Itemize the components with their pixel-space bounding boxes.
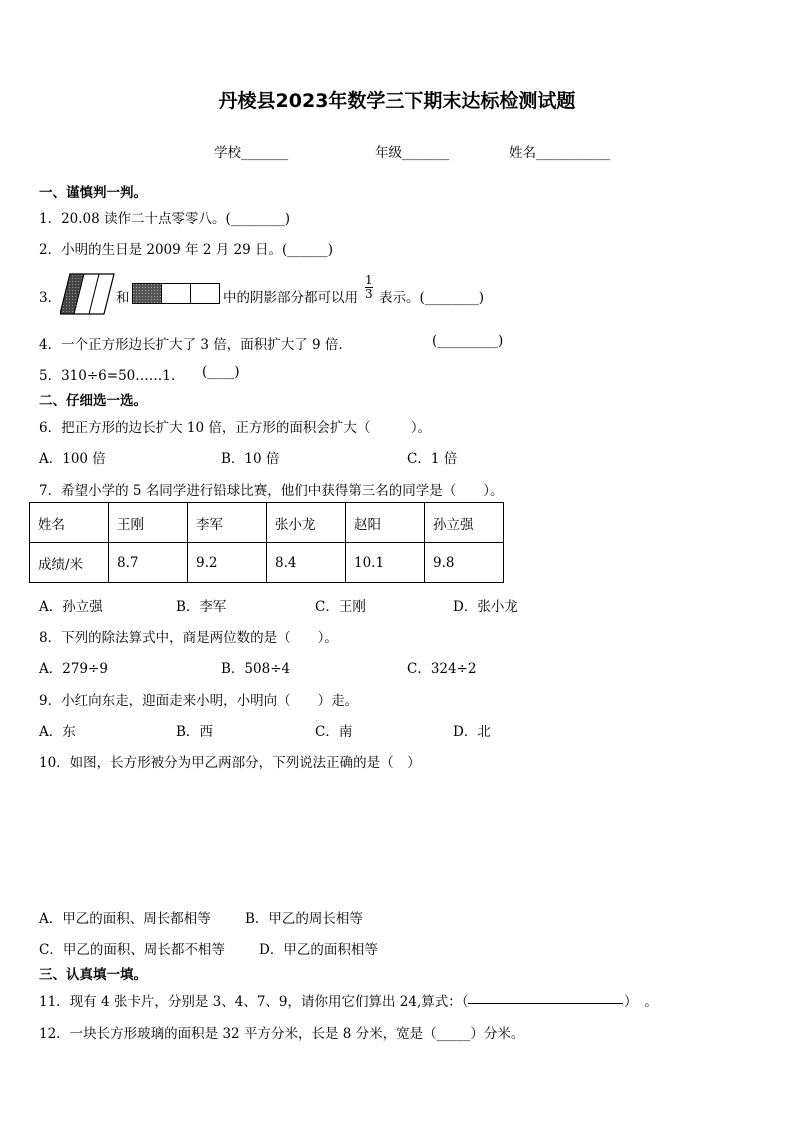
table-cell: 张小龙 [267,503,346,543]
question-10-option-a: A．甲乙的面积、周长都相等 [39,911,211,927]
one-third-fraction [365,274,373,301]
section-2-heading: 二、仔细选一选。 [39,393,147,409]
question-7-option-d: D．张小龙 [453,599,518,615]
question-6-option-b: B．10 倍 [221,451,280,467]
table-cell: 孙立强 [425,503,504,543]
question-12: 12．一块长方形玻璃的面积是 32 平方分米，长是 8 分米，宽是（_____）分米。 [39,1026,525,1042]
question-3-middle: 中的阴影部分都可以用 [223,290,358,306]
section-3-heading: 三、认真填一填。 [39,967,147,983]
question-11-end: ） 。 [624,994,658,1010]
question-8-option-b: B．508÷4 [221,661,291,677]
table-cell: 9.8 [425,543,504,583]
table-cell: 8.4 [267,543,346,583]
question-6-option-c: C．1 倍 [407,451,458,467]
question-5: 5．310÷6=50……1. [39,368,176,384]
question-8-option-a: A．279÷9 [39,661,108,677]
table-cell: 9.2 [188,543,267,583]
question-5-blank: (____) [202,364,240,380]
question-10-option-b: B．甲乙的周长相等 [245,911,363,927]
question-10: 10．如图，长方形被分为甲乙两部分，下列说法正确的是（ ） [39,755,421,771]
question-6: 6．把正方形的边长扩大 10 倍，正方形的面积会扩大（ ）。 [39,420,432,436]
table-cell: 李军 [188,503,267,543]
question-11: 11．现有 4 张卡片，分别是 3、4、7、9，请你用它们算出 24,算式：（ [39,994,469,1010]
question-4: 4．一个正方形边长扩大了 3 倍，面积扩大了 9 倍. [39,337,343,353]
bar-figure [132,283,222,305]
table-cell: 8.7 [109,543,188,583]
question-9-option-d: D．北 [453,724,491,740]
question-6-option-a: A．100 倍 [39,451,106,467]
table-header-row [30,503,504,543]
question-4-blank: (_________) [432,333,504,349]
table-cell: 姓名 [30,503,109,543]
question-11-answer-line [468,1003,623,1004]
question-3-end: 表示。(________) [379,290,485,306]
page-title: 丹棱县2023年数学三下期末达标检测试题 [218,90,576,112]
question-9-option-a: A．东 [39,724,76,740]
question-2: 2．小明的生日是 2009 年 2 月 29 日。(______) [39,242,333,258]
question-7-option-b: B．李军 [176,599,227,615]
parallelogram-figure [60,272,116,316]
question-1: 1．20.08 读作二十点零零八。(________) [39,211,291,227]
question-7-option-c: C．王刚 [315,599,366,615]
school-field: 学校_______ [214,145,289,161]
fraction-denominator: 3 [365,287,373,301]
table-cell: 王刚 [109,503,188,543]
question-8: 8．下列的除法算式中，商是两位数的是（ ）。 [39,630,338,646]
question-7-option-a: A．孙立强 [39,599,103,615]
table-cell: 10.1 [346,543,425,583]
question-10-option-c: C．甲乙的面积、周长都不相等 [39,942,225,958]
section-1-heading: 一、谨慎判一判。 [39,185,147,201]
question-3-and: 和 [116,290,130,306]
question-8-option-c: C．324÷2 [407,661,477,677]
table-cell: 赵阳 [346,503,425,543]
question-3-number: 3． [39,290,62,306]
score-table [29,502,504,583]
fraction-numerator: 1 [365,273,373,287]
question-9-option-b: B．西 [176,724,213,740]
table-cell: 成绩/米 [30,543,109,583]
question-9-option-c: C．南 [315,724,353,740]
question-10-option-d: D．甲乙的面积相等 [259,942,378,958]
question-7: 7．希望小学的 5 名同学进行铅球比赛，他们中获得第三名的同学是（ ）。 [39,483,504,499]
question-9: 9．小红向东走，迎面走来小明，小明向（ ）走。 [39,693,359,709]
name-field: 姓名___________ [509,145,611,161]
grade-field: 年级_______ [375,145,450,161]
table-row [30,543,504,583]
